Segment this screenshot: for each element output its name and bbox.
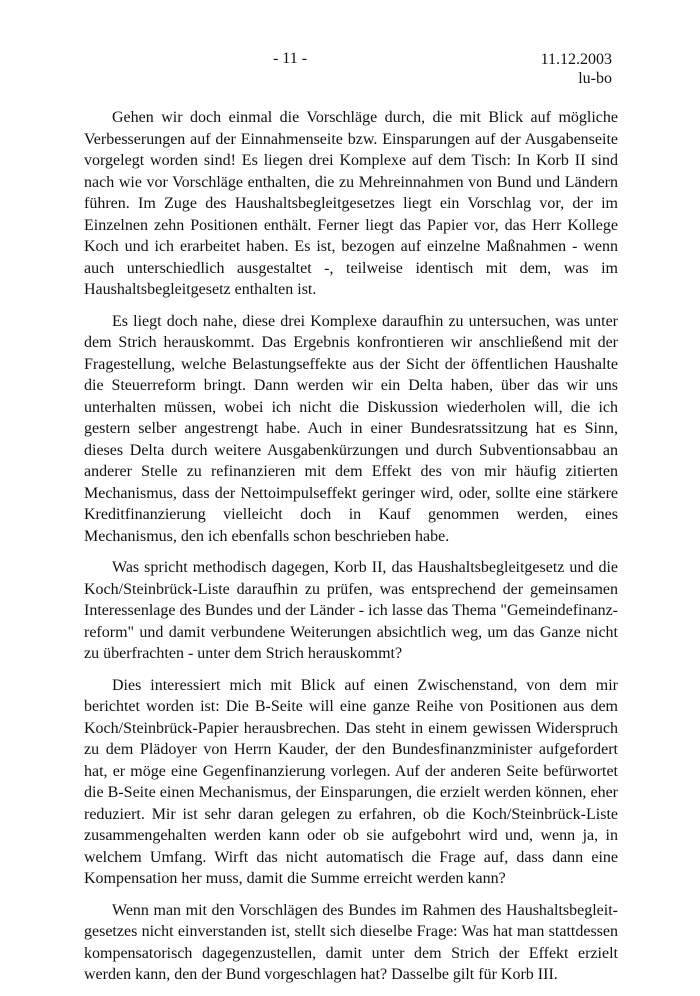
paragraph-4: Dies interessiert mich mit Blick auf einen Zwischenstand, von dem mir berichtet worden ist: Die B-Seite will eine ganze Reihe von Positionen aus dem Koch/​Steinbrück-Papier herausbrechen. Das steht in einem gewissen Widerspruch zu dem Plädoyer von Herrn Kauder, der den Bundesfinanzminister aufgefordert hat, er möge eine Gegenfinanzierung vorlegen. Auf der anderen Seite befürwortet die B-Seite einen Mechanismus, der Einsparungen, die erzielt werden können, eher reduziert. Mir ist sehr daran gelegen zu erfahren, ob die Koch/Steinbrück-Liste zusammengehalten werden kann oder ob sie aufgebohrt wird und, wenn ja, in welchem Umfang. Wirft das nicht automatisch die Frage auf, dass dann eine Kompensation her muss, damit die Summe erreicht werden kann? <box>84 676 618 887</box>
body-text <box>84 107 618 996</box>
paragraph-5: Wenn man mit den Vorschlägen des Bundes im Rahmen des Haushaltsbegleitgesetzes nicht einverstanden ist, stellt sich dieselbe Frage: Was hat man stattdessen kompensatorisch dagegenzustellen, damit unter dem Strich der Effekt erzielt werden kann, den der Bund vorgeschlagen hat? Dasselbe gilt für Korb III. <box>84 901 618 983</box>
paragraph-2: Es liegt doch nahe, diese drei Komplexe daraufhin zu untersuchen, was unter dem Strich herauskommt. Das Ergebnis konfrontieren wir anschließend mit der Fragestellung, welche Belastungseffekte aus der Sicht der öffentlichen Haushalte die Steuerreform bringt. Dann werden wir ein Delta haben, über das wir uns unterhalten müssen, wobei ich nicht die Diskussion wiederholen will, die ich gestern selber angestrengt habe. Auch in einer Bundesratssitzung hat es Sinn, dieses Delta durch weitere Ausgabenkürzungen und durch Subventionsabbau an anderer Stelle zu refinanzieren mit dem Effekt des von mir häufig zitierten Mechanismus, dass der Nettoimpulseffekt geringer wird, oder, sollte eine stärkere Kreditfinanzierung vielleicht doch in Kauf genommen werden, eines Mechanismus, den ich ebenfalls schon beschrieben habe. <box>84 312 618 545</box>
header-initials: lu-bo <box>578 70 612 87</box>
header-date: 11.12.2003 <box>540 51 612 68</box>
header-meta <box>541 50 612 88</box>
page-number: - 11 - <box>272 50 308 67</box>
paragraph-3: Was spricht methodisch dagegen, Korb II, das Haushaltsbegleitgesetz und die Koch/Steinbrück-Liste daraufhin zu prüfen, was entsprechend der gemeinsamen Interessenlage des Bundes und der Länder - ich lasse das Thema "Gemeindefinanzreform" und damit verbundene Weiterungen absichtlich weg, um das Ganze nicht zu überfrachten - unter dem Strich herauskommt? <box>84 559 618 662</box>
paragraph-1: Gehen wir doch einmal die Vorschläge durch, die mit Blick auf mögliche Verbesserungen auf der Einnahmenseite bzw. Einsparungen auf der Ausgabenseite vorgelegt worden sind! Es liegen drei Komplexe auf dem Tisch: In Korb II sind nach wie vor Vorschläge enthalten, die zu Mehreinnahmen von Bund und Ländern führen. Im Zuge des Haushaltsbegleitgesetzes liegt ein Vorschlag vor, der im Einzelnen zehn Positionen enthält. Ferner liegt das Papier vor, das Herr Kollege Koch und ich erarbeitet haben. Es ist, bezogen auf einzelne Maßnahmen - wenn auch unterschiedlich ausgestaltet -, teilweise identisch mit dem, was im Haushaltsbegleitgesetz enthalten ist. <box>84 109 618 298</box>
